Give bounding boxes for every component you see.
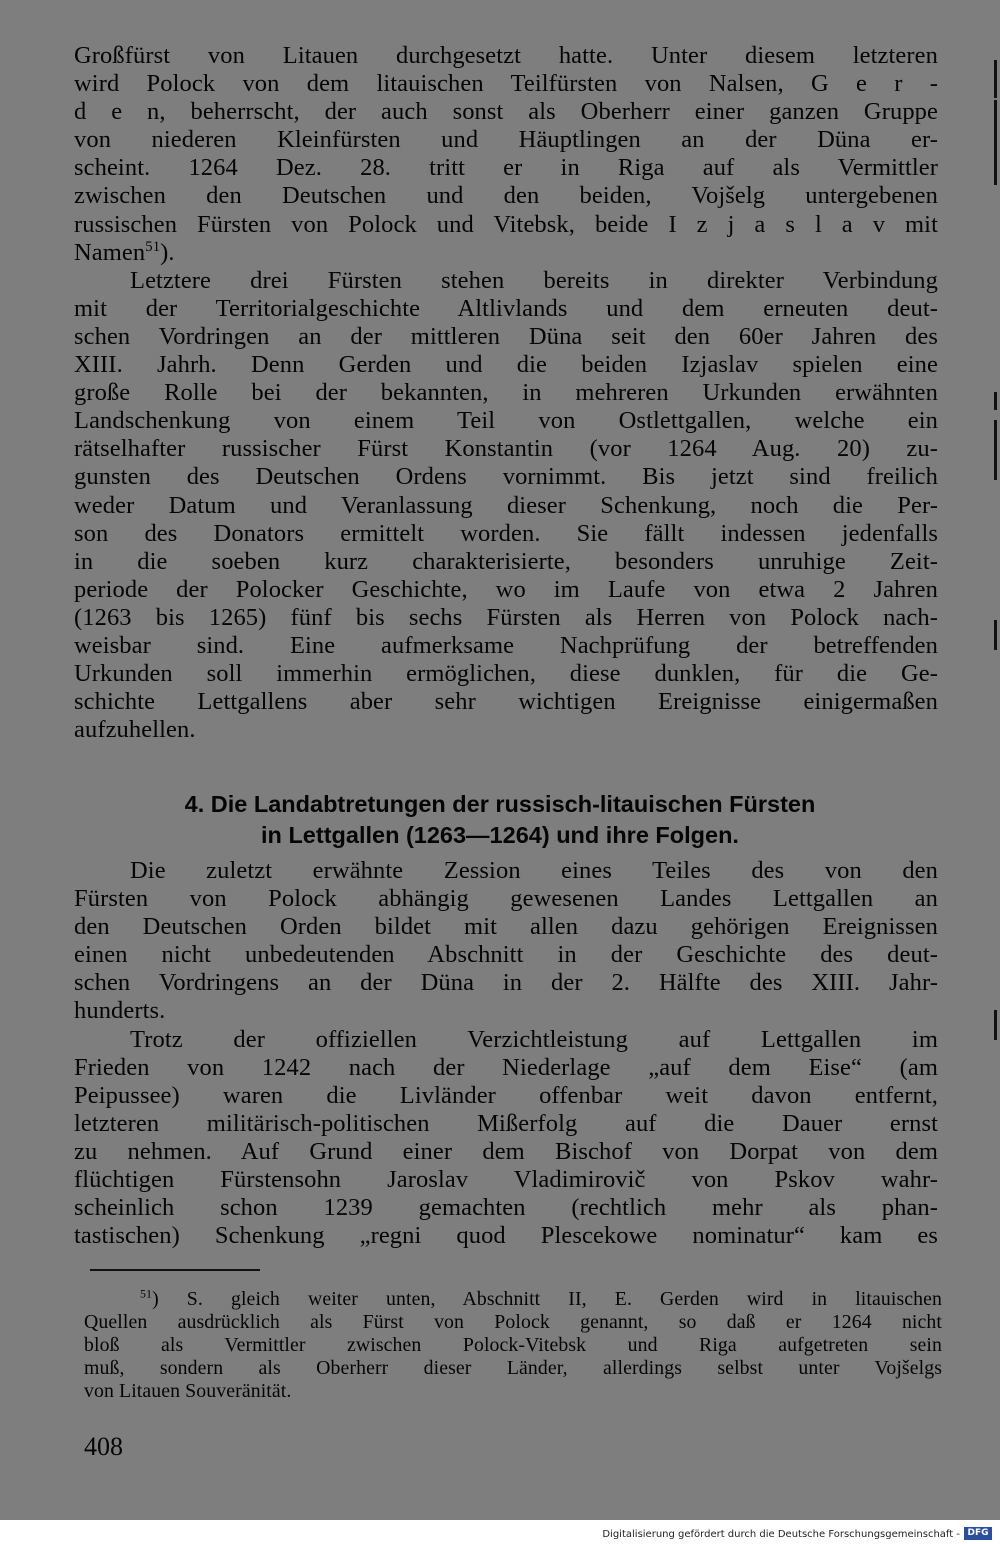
text-line — [74, 1082, 938, 1110]
scan-edge-marks — [994, 0, 1000, 1500]
text-line — [74, 211, 938, 239]
text-line-content: mit der Territorialgeschichte Altlivlands und dem erneuten deut- — [74, 294, 938, 322]
text-line-content: russischen Fürsten von Polock und Vitebsk, beide I z j a s l a v mit — [74, 210, 938, 238]
text-line-content: Namen — [74, 238, 146, 266]
text-line — [84, 1334, 942, 1357]
text-line — [74, 1110, 938, 1138]
text-line — [74, 182, 938, 210]
footnote-reference: 51 — [145, 238, 161, 255]
dfg-logo: DFG — [964, 1527, 992, 1540]
text-line — [74, 576, 938, 604]
text-line-content: zu nehmen. Auf Grund einer dem Bischof von Dorpat von dem — [74, 1137, 938, 1165]
text-line — [74, 969, 938, 997]
text-line-content: letzteren militärisch-politischen Mißerfolg auf die Dauer ernst — [74, 1109, 938, 1137]
text-line — [74, 604, 938, 632]
text-line-content: in die soeben kurz charakterisierte, besonders unruhige Zeit- — [74, 547, 938, 575]
text-line-content: Großfürst von Litauen durchgesetzt hatte. Unter diesem letzteren — [74, 42, 938, 69]
text-line — [74, 407, 938, 435]
text-line-content: Trotz der offiziellen Verzichtleistung auf Lettgallen im — [130, 1025, 938, 1053]
section-heading-line2: in Lettgallen (1263—1264) und ihre Folgen. — [261, 822, 739, 848]
text-line — [74, 267, 938, 295]
text-line-content: weisbar sind. Eine aufmerksame Nachprüfung der betreffenden — [74, 631, 938, 659]
text-line-content: schen Vordringens an der Düna in der 2. Hälfte des XIII. Jahr- — [74, 969, 938, 997]
text-line-content: Fürsten von Polock abhängig gewesenen Landes Lettgallen an — [74, 885, 938, 913]
page-number: 408 — [84, 1432, 123, 1461]
text-line-content: Frieden von 1242 nach der Niederlage „auf dem Eise“ (am — [74, 1053, 938, 1081]
text-line-content: Peipussee) waren die Livländer offenbar weit davon entfernt, — [74, 1081, 938, 1109]
text-line — [74, 885, 938, 913]
text-line-content: einen nicht unbedeutenden Abschnitt in der Geschichte des deut- — [74, 941, 938, 969]
text-line-content: muß, sondern als Oberherr dieser Länder, allerdings selbst unter Vojšelgs — [84, 1357, 942, 1379]
footnote-marker: 51 — [140, 1288, 153, 1301]
body-text-part2 — [74, 857, 938, 1250]
text-line-content: Urkunden soll immerhin ermöglichen, diese dunklen, für die Ge- — [74, 660, 938, 688]
section-heading-line1: 4. Die Landabtretungen der russisch-litauischen Fürsten — [184, 791, 816, 817]
text-line-content: scheint. 1264 Dez. 28. tritt er in Riga auf als Vermittler — [74, 154, 938, 182]
text-line — [74, 463, 938, 491]
text-line-content: den Deutschen Orden bildet mit allen dazu gehörigen Ereignissen — [74, 913, 938, 941]
text-line — [84, 1288, 942, 1311]
text-line-content: d e n, beherrscht, der auch sonst als Oberherr einer ganzen Gruppe — [74, 98, 938, 126]
text-line-content: große Rolle bei der bekannten, in mehreren Urkunden erwähnten — [74, 379, 938, 407]
text-line — [74, 379, 938, 407]
text-line-content: scheinlich schon 1239 gemachten (rechtlich mehr als phan- — [74, 1194, 938, 1222]
text-line-content: hunderts. — [74, 997, 166, 1025]
text-line — [74, 1138, 938, 1166]
text-line-content: gunsten des Deutschen Ordens vornimmt. Bis jetzt sind freilich — [74, 463, 938, 491]
text-line-content: XIII. Jahrh. Denn Gerden und die beiden Izjaslav spielen eine — [74, 351, 938, 379]
digitization-credit: Digitalisierung gefördert durch die Deutsche Forschungsgemeinschaft - — [602, 1529, 960, 1540]
text-line-tail: ). — [160, 238, 175, 266]
text-line — [74, 98, 938, 126]
text-line-content: zwischen den Deutschen und den beiden, Vojšelg untergebenen — [74, 182, 938, 210]
text-line — [74, 1222, 938, 1250]
text-line — [74, 688, 938, 716]
text-line-content: flüchtigen Fürstensohn Jaroslav Vladimirovič von Pskov wahr- — [74, 1166, 938, 1194]
text-line — [84, 1311, 942, 1334]
text-line — [74, 1166, 938, 1194]
text-line-content: von niederen Kleinfürsten und Häuptlingen an der Düna er- — [74, 126, 938, 154]
body-text-part1 — [74, 42, 938, 744]
text-line — [74, 1194, 938, 1222]
text-line-content: Quellen ausdrücklich als Fürst von Polock genannt, so daß er 1264 nicht — [84, 1311, 942, 1333]
text-line-content: von Litauen Souveränität. — [84, 1380, 292, 1402]
text-line — [74, 632, 938, 660]
text-line — [74, 1026, 938, 1054]
text-line-content: tastischen) Schenkung „regni quod Plescekowe nominatur“ kam es — [74, 1222, 938, 1250]
text-line — [74, 126, 938, 154]
text-line-content: ) S. gleich weiter unten, Abschnitt II, E. Gerden wird in litauischen — [152, 1288, 942, 1310]
text-line — [74, 941, 938, 969]
text-line — [84, 1380, 942, 1403]
text-line — [74, 492, 938, 520]
text-line — [74, 913, 938, 941]
text-line-content: weder Datum und Veranlassung dieser Schenkung, noch die Per- — [74, 491, 938, 519]
text-line-content: schen Vordringen an der mittleren Düna seit den 60er Jahren des — [74, 322, 938, 350]
text-line — [74, 435, 938, 463]
text-line-content: aufzuhellen. — [74, 716, 196, 744]
text-line-content: son des Donators ermittelt worden. Sie fällt indessen jedenfalls — [74, 519, 938, 547]
text-line-content: Landschenkung von einem Teil von Ostlettgallen, welche ein — [74, 407, 938, 435]
text-line — [74, 42, 938, 70]
text-line — [74, 239, 938, 267]
text-line-content: periode der Polocker Geschichte, wo im Laufe von etwa 2 Jahren — [74, 575, 938, 603]
text-line — [74, 548, 938, 576]
text-line — [74, 70, 938, 98]
footnote-divider — [90, 1269, 260, 1271]
text-line — [74, 716, 938, 744]
text-line-content: bloß als Vermittler zwischen Polock-Vitebsk und Riga aufgetreten sein — [84, 1334, 942, 1356]
text-line — [74, 857, 938, 885]
text-line-content: Letztere drei Fürsten stehen bereits in direkter Verbindung — [130, 266, 938, 294]
text-line — [74, 997, 938, 1025]
section-heading — [60, 789, 940, 851]
text-line — [74, 323, 938, 351]
text-line — [74, 520, 938, 548]
text-line — [74, 295, 938, 323]
text-line — [74, 154, 938, 182]
text-line-content: Die zuletzt erwähnte Zession eines Teiles des von den — [130, 857, 938, 884]
text-line — [84, 1357, 942, 1380]
text-line-content: schichte Lettgallens aber sehr wichtigen Ereignisse einigermaßen — [74, 688, 938, 716]
text-line — [74, 1054, 938, 1082]
text-line-content: rätselhafter russischer Fürst Konstantin (vor 1264 Aug. 20) zu- — [74, 435, 938, 463]
text-line — [74, 351, 938, 379]
text-line-content: (1263 bis 1265) fünf bis sechs Fürsten als Herren von Polock nach- — [74, 603, 938, 631]
text-line — [74, 660, 938, 688]
text-line-content: wird Polock von dem litauischen Teilfürsten von Nalsen, G e r - — [74, 70, 938, 98]
footnote — [84, 1288, 942, 1403]
